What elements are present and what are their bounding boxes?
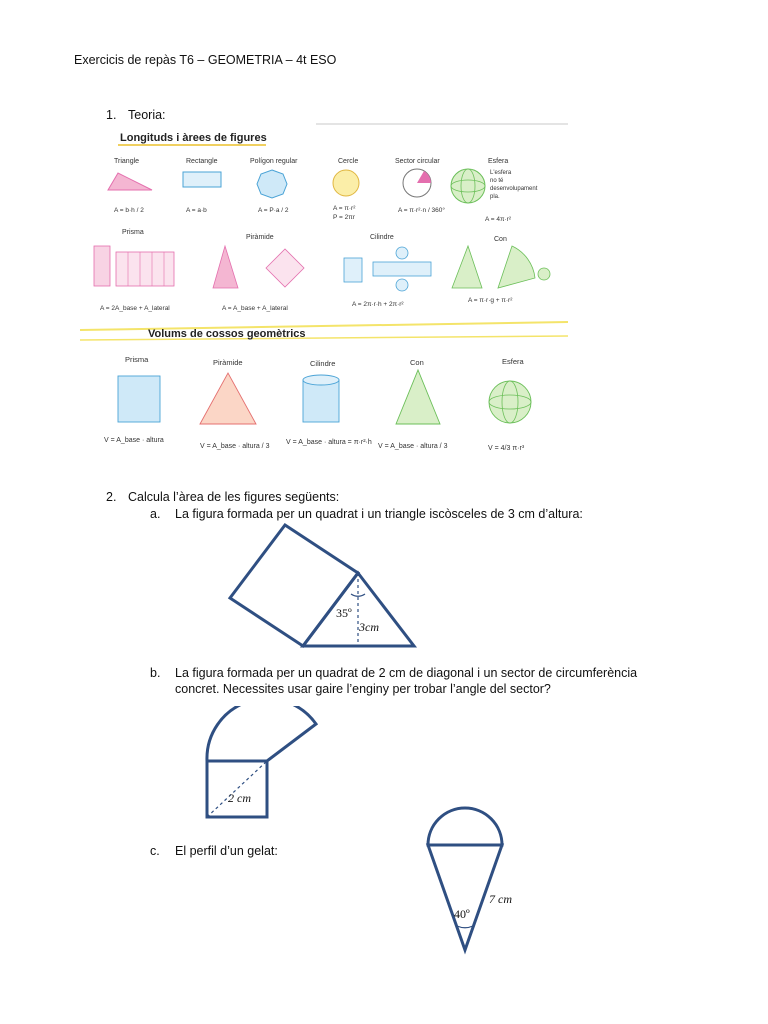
label-circular-sector: Sector circular <box>395 158 440 165</box>
rectangle-icon <box>183 172 221 187</box>
theory-formulas-figure <box>80 118 570 473</box>
q2a-letter: a. <box>150 507 161 521</box>
pyramid-3d-icon <box>213 246 238 288</box>
q2b-text-line2: concret. Necessites usar gaire l’enginy per trobar l’angle del sector? <box>175 682 551 696</box>
pyramid-volume-icon <box>200 373 256 424</box>
cone-net-icon <box>498 246 535 288</box>
height-label: 3cm <box>359 620 379 634</box>
cone-volume-icon <box>396 370 440 424</box>
label-rectangle: Rectangle <box>186 158 218 165</box>
cone-angle-arc <box>457 926 473 928</box>
cylinder-volume-icon <box>303 380 339 422</box>
areas-title: Longituds i àrees de figures <box>120 132 267 144</box>
formula-cone-volume: V = A_base · altura / 3 <box>378 443 448 450</box>
prism-volume-icon <box>118 376 160 422</box>
formula-rectangle: A = a·b <box>186 207 207 214</box>
formula-sector: A = π·r²·n / 360° <box>398 207 446 214</box>
prism-net-icon <box>116 252 174 286</box>
prism-3d-icon <box>94 246 110 286</box>
label-circle: Cercle <box>338 158 359 165</box>
label-pyramid-volume: Piràmide <box>213 358 243 367</box>
q2-text: Calcula l’àrea de les figures següents: <box>128 490 340 504</box>
formula-polygon: A = P·a / 2 <box>258 207 289 214</box>
q2a-text: La figura formada per un quadrat i un triangle iscòsceles de 3 cm d’altura: <box>175 507 583 521</box>
triangle-icon <box>108 173 152 190</box>
sphere-icon <box>451 169 485 203</box>
sphere-volume-icon <box>489 381 531 423</box>
volumes-title: Volums de cossos geomètrics <box>148 328 306 340</box>
formula-sphere-volume: V = 4/3 π·r³ <box>488 445 525 452</box>
sphere-note-3: desenvolupament <box>490 186 538 192</box>
figure-square-triangle <box>225 522 425 652</box>
octagon-icon <box>257 170 287 198</box>
formula-cylinder-volume: V = A_base · altura = π·r²·h <box>286 439 372 446</box>
label-cylinder-volume: Cilindre <box>310 359 336 368</box>
q1-text: Teoria: <box>128 108 166 122</box>
circle-icon <box>333 170 359 196</box>
label-sphere: Esfera <box>488 158 509 165</box>
sector-shape <box>207 706 316 761</box>
q2c-text: El perfil d’un gelat: <box>175 844 278 858</box>
formula-cone-area: A = π·r·g + π·r² <box>468 297 513 304</box>
angle-label: 35º <box>336 606 352 620</box>
q2c-letter: c. <box>150 844 160 858</box>
formula-pyramid-area: A = A_base + A_lateral <box>222 305 288 312</box>
pyramid-net-icon <box>266 249 304 287</box>
q2b-text-line1: La figura formada per un quadrat de 2 cm de diagonal i un sector de circumferència <box>175 666 638 680</box>
formula-pyramid-volume: V = A_base · altura / 3 <box>200 443 270 450</box>
square-shape <box>230 525 358 646</box>
sphere-note-2: no té <box>490 178 504 184</box>
formula-prism-area: A = 2A_base + A_lateral <box>100 305 170 312</box>
formula-prism-volume: V = A_base · altura <box>104 437 164 444</box>
formula-circle-perimeter: P = 2πr <box>333 214 355 221</box>
label-sphere-volume: Esfera <box>502 357 524 366</box>
formula-circle: A = π·r² <box>333 205 356 212</box>
cone-angle-label: 40º <box>454 907 470 921</box>
q1-number: 1. <box>106 108 117 122</box>
figure-square-sector <box>200 706 328 820</box>
formula-cylinder-area: A = 2π·r·h + 2π·r² <box>352 301 404 308</box>
label-cone-area: Con <box>494 236 507 243</box>
sphere-note-1: L'esfera <box>490 170 512 176</box>
diagonal-label: 2 cm <box>228 791 251 805</box>
label-prism-area: Prisma <box>122 229 144 236</box>
diagonal-line <box>207 761 267 817</box>
q2b-letter: b. <box>150 666 161 680</box>
cylinder-3d-icon <box>344 258 362 282</box>
label-triangle: Triangle <box>114 158 140 165</box>
cone-side-label: 7 cm <box>489 892 512 906</box>
q2-number: 2. <box>106 490 117 504</box>
cone-3d-icon <box>452 246 482 288</box>
label-pyramid-area: Piràmide <box>246 234 274 241</box>
label-cylinder-area: Cilindre <box>370 234 394 241</box>
figure-ice-cream <box>420 800 530 955</box>
ice-cream-scoop-shape <box>428 808 502 845</box>
label-regular-polygon: Polígon regular <box>250 158 298 165</box>
label-cone-volume: Con <box>410 358 424 367</box>
cylinder-net-icon <box>373 262 431 276</box>
sphere-note-4: pla. <box>490 194 500 200</box>
label-prism-volume: Prisma <box>125 355 149 364</box>
formula-triangle: A = b·h / 2 <box>114 207 144 214</box>
formula-sphere: A = 4π·r² <box>485 216 511 223</box>
document-header: Exercicis de repàs T6 – GEOMETRIA – 4t ESO <box>74 53 337 67</box>
angle-arc <box>351 594 365 596</box>
